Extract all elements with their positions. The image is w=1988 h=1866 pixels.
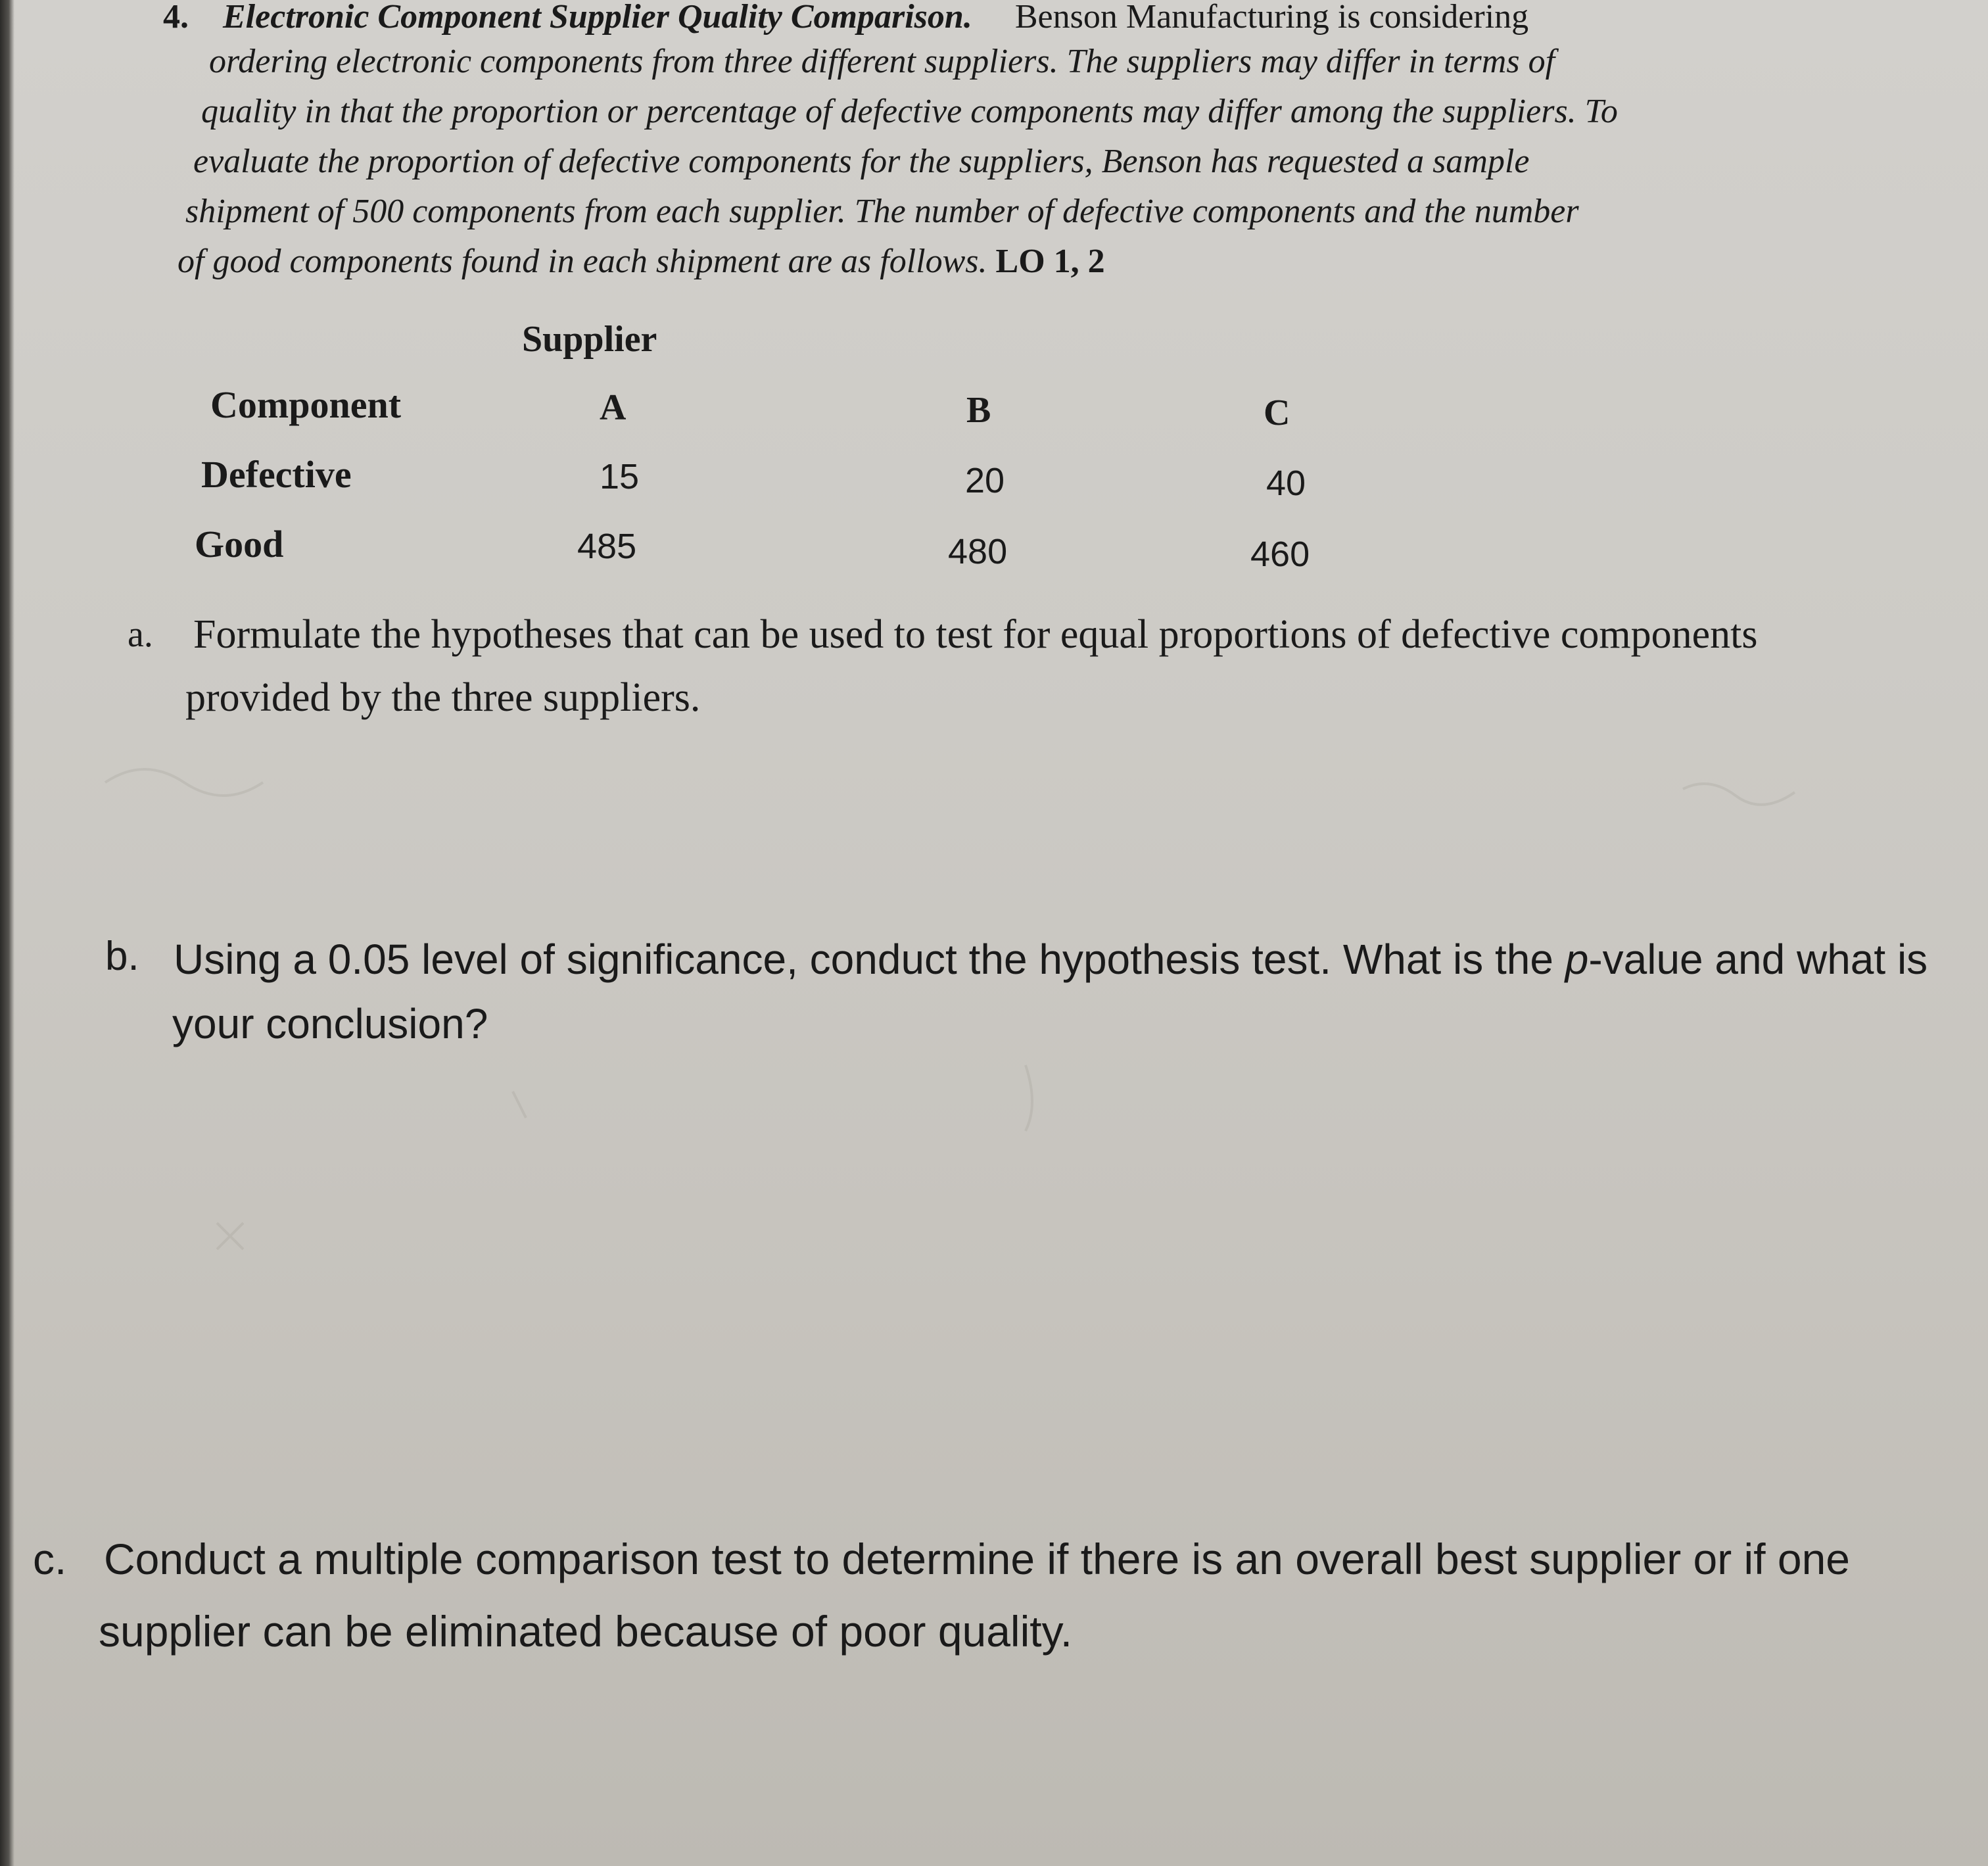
part-b-line-1-pre: Using a 0.05 level of significance, conduct the hypothesis test. What is the: [174, 936, 1565, 983]
problem-text-line-5: shipment of 500 components from each supplier. The number of defective components and the number: [185, 193, 1579, 230]
problem-text-line-3: quality in that the proportion or percentage of defective components may differ among the suppliers. To: [201, 93, 1618, 130]
table-cell-good-a: 485: [577, 527, 637, 566]
show-through-scribble: [217, 1223, 243, 1249]
problem-text-line-1: Benson Manufacturing is considering: [1014, 0, 1529, 36]
table-column-b: B: [966, 390, 991, 431]
part-a-line-1: Formulate the hypotheses that can be used to test for equal proportions of defective components: [193, 612, 1758, 657]
problem-text-line-2: ordering electronic components from three different suppliers. The suppliers may differ in terms of: [209, 43, 1555, 80]
part-b-line-2: your conclusion?: [172, 1000, 488, 1047]
table-cell-defective-a: 15: [600, 457, 640, 496]
table-column-c: C: [1264, 393, 1290, 433]
problem-text-line-6-text: of good components found in each shipment are as follows.: [178, 243, 987, 280]
table-cell-good-c: 460: [1250, 535, 1310, 574]
show-through-scribble: [513, 1091, 526, 1118]
table-cell-defective-c: 40: [1266, 464, 1306, 503]
part-b-p-variable: p: [1565, 936, 1589, 983]
table-row-good-label: Good: [195, 523, 284, 565]
learning-objective-label: LO 1, 2: [995, 243, 1105, 280]
table-column-a: A: [600, 387, 627, 428]
table-group-header: Supplier: [522, 319, 657, 360]
part-b-label: b.: [105, 934, 139, 979]
problem-number: 4.: [163, 0, 189, 36]
part-a-line-2: provided by the three suppliers.: [185, 675, 701, 720]
table-row-header: Component: [210, 383, 402, 426]
table-row-defective-label: Defective: [201, 453, 352, 496]
problem-text-line-4: evaluate the proportion of defective components for the suppliers, Benson has requested a sample: [193, 143, 1530, 180]
part-c-line-2: supplier can be eliminated because of poor quality.: [99, 1607, 1073, 1656]
problem-title: Electronic Component Supplier Quality Comparison.: [223, 0, 972, 36]
show-through-scribble: [1683, 784, 1795, 805]
part-c-line-1: Conduct a multiple comparison test to determine if there is an overall best supplier or if one: [104, 1535, 1851, 1583]
table-cell-good-b: 480: [948, 532, 1008, 571]
part-b-line-1-post: -value and what is: [1588, 936, 1928, 983]
show-through-scribble: [105, 769, 263, 796]
show-through-scribble: [1026, 1065, 1032, 1131]
table-cell-defective-b: 20: [965, 461, 1005, 500]
part-c-label: c.: [33, 1535, 67, 1583]
part-a-label: a.: [128, 614, 153, 655]
